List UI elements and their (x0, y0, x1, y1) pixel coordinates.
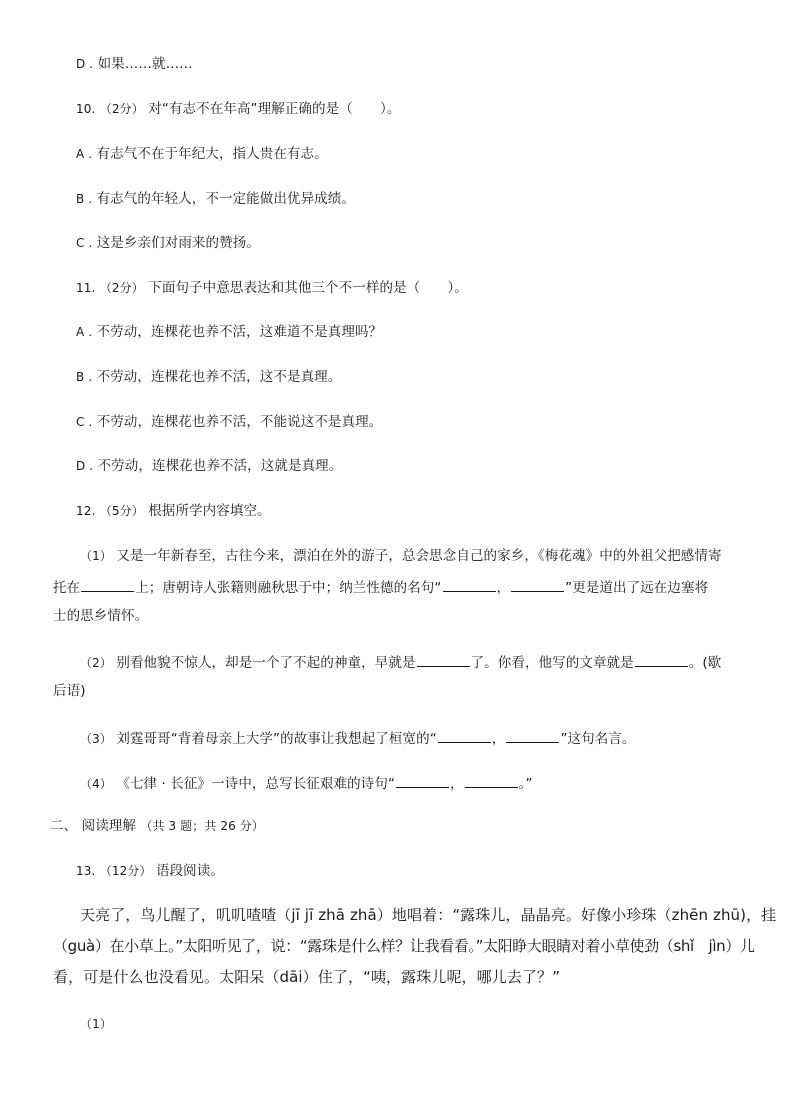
question-text: 对“有志不在年高”理解正确的是（ ）。 (148, 101, 401, 117)
sub-text: 上；唐朝诗人张籍则融秋思于中；纳兰性德的名句“ (135, 580, 442, 596)
question-score: （5分） (99, 504, 144, 518)
option-text: 这是乡亲们对雨来的赞扬。 (96, 235, 260, 251)
q12-stem (76, 502, 271, 520)
sub-text: ”这句名言。 (560, 731, 636, 747)
passage-text: 天亮了，鸟儿醒了，叽叽喳喳（jī jī zhā zhā）地唱着：“露珠儿，晶晶亮。好像小珍珠（zhēn zhū)，挂 (80, 906, 777, 924)
sub-number: （4） (80, 777, 112, 791)
answer-blank[interactable] (81, 577, 134, 592)
question-number: 13. (76, 864, 96, 878)
option-text: 不劳动，连棵花也养不活，这就是真理。 (97, 458, 343, 474)
passage-text: （guà）在小草上。”太阳听见了，说：“露珠是什么样？让我看看。”太阳睁大眼睛对着小草使劲（shǐ jìn）儿 (53, 937, 755, 955)
question-number: 11. (76, 281, 96, 295)
answer-blank[interactable] (635, 652, 688, 667)
sub-number: （1） (80, 549, 112, 563)
sub-number: （2） (80, 656, 112, 670)
sub-text: 别看他貌不惊人，却是一个了不起的神童，早就是 (116, 655, 416, 671)
option-text: 如果……就…… (97, 56, 193, 72)
q11-option-c[interactable] (76, 413, 382, 431)
q12-sub1-line3 (53, 607, 148, 625)
question-text: 下面句子中意思表达和其他三个不一样的是（ ）。 (148, 280, 468, 296)
option-label: C . (76, 415, 93, 429)
sub-text: ， (450, 776, 464, 792)
sub-text: 士的思乡情怀。 (53, 608, 149, 624)
sub-text: 又是一年新春至，古往今来，漂泊在外的游子，总会思念自己的家乡，《梅花魂》中的外祖父把感情寄 (116, 548, 722, 564)
sub-text: ”更是道出了远在边塞将 (565, 580, 709, 596)
sub-text: ， (491, 731, 506, 747)
question-score: （2分） (99, 281, 144, 295)
option-text: 不劳动，连棵花也养不活，不能说这不是真理。 (96, 414, 383, 430)
question-number: 12. (76, 504, 96, 518)
sub-number: （3） (80, 732, 112, 746)
sub-text: 托在 (53, 580, 81, 596)
answer-blank[interactable] (417, 652, 470, 667)
q11-stem (76, 279, 468, 297)
option-label: A . (76, 147, 93, 161)
option-label: D . (76, 57, 94, 71)
reading-passage-line1 (80, 906, 776, 924)
option-label: A . (76, 325, 93, 339)
section-heading (50, 817, 264, 835)
q12-sub2-line1 (80, 652, 721, 672)
option-text: 有志气不在于年纪大，指人贵在有志。 (96, 146, 328, 162)
q10-stem (76, 100, 401, 118)
answer-blank[interactable] (506, 728, 559, 743)
answer-blank[interactable] (438, 728, 491, 743)
sub-text: 。(歇 (688, 655, 722, 671)
q10-option-a[interactable] (76, 145, 328, 163)
sub-text: 后语) (53, 683, 86, 699)
sub-number: （1） (80, 1017, 112, 1031)
answer-blank[interactable] (511, 577, 564, 592)
sub-text: 。” (518, 776, 533, 792)
q11-option-a[interactable] (76, 323, 382, 341)
question-score: （12分） (99, 864, 152, 878)
option-label: C . (76, 236, 93, 250)
question-text: 语段阅读。 (155, 863, 224, 879)
q11-option-b[interactable] (76, 368, 341, 386)
q9-option-d[interactable] (76, 55, 193, 73)
q13-stem (76, 862, 224, 880)
sub-text: 《七律 · 长征》一诗中，总写长征艰难的诗句“ (116, 776, 396, 792)
answer-blank[interactable] (396, 773, 449, 788)
q12-sub4 (80, 773, 533, 793)
option-label: B . (76, 370, 93, 384)
q11-option-d[interactable] (76, 457, 342, 475)
q12-sub3 (80, 728, 636, 748)
q10-option-c[interactable] (76, 234, 260, 252)
option-text: 不劳动，连棵花也养不活，这不是真理。 (96, 369, 342, 385)
option-text: 有志气的年轻人，不一定能做出优异成绩。 (96, 191, 355, 207)
sub-text: 了。你看，他写的文章就是 (470, 655, 634, 671)
question-text: 根据所学内容填空。 (148, 503, 271, 519)
sub-text: ， (496, 580, 511, 596)
q12-sub1-line1 (80, 547, 722, 565)
q12-sub1-line2 (53, 577, 708, 597)
q10-option-b[interactable] (76, 190, 355, 208)
passage-text: 看，可是什么也没看见。太阳呆（dāi）住了，“咦，露珠儿呢，哪儿去了？” (53, 968, 561, 986)
option-label: D . (76, 459, 94, 473)
answer-blank[interactable] (443, 577, 496, 592)
option-text: 不劳动，连棵花也养不活，这难道不是真理吗？ (96, 324, 383, 340)
section-summary: （共 3 题；共 26 分） (140, 819, 264, 833)
reading-passage-line3 (53, 968, 560, 986)
reading-passage-line2 (53, 937, 755, 955)
section-title: 二、 阅读理解 (50, 818, 136, 834)
q13-sub1 (80, 1015, 112, 1033)
question-number: 10. (76, 102, 96, 116)
answer-blank[interactable] (465, 773, 518, 788)
option-label: B . (76, 192, 93, 206)
q12-sub2-line2 (53, 682, 86, 700)
question-score: （2分） (99, 102, 144, 116)
sub-text: 刘霆哥哥“背着母亲上大学”的故事让我想起了桓宽的“ (116, 731, 437, 747)
